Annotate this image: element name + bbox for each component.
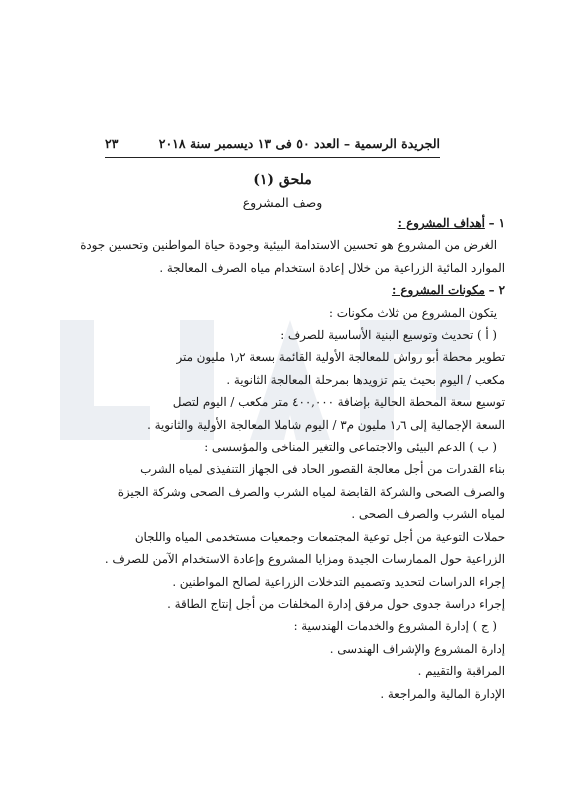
subsection-heading: ( ج ) إدارة المشروع والخدمات الهندسية : xyxy=(293,619,497,634)
paragraph-line: السعة الإجمالية إلى ١٫٦ مليون م٣ / اليوم شاملا المعالجة الأولية والثانوية . xyxy=(147,417,505,432)
publication-title: الجريدة الرسمية – العدد ٥٠ فى ١٣ ديسمبر سنة ٢٠١٨ xyxy=(158,135,440,151)
section-1-heading xyxy=(55,212,505,234)
subsection-heading: ( ب ) الدعم البيئى والاجتماعى والتغير المناخى والمؤسسى : xyxy=(204,440,497,455)
paragraph-line: الإدارة المالية والمراجعة . xyxy=(380,686,505,701)
section-2-heading xyxy=(55,279,505,301)
page-header xyxy=(105,132,440,154)
section-number: ١ – xyxy=(488,216,505,230)
paragraph-line: والصرف الصحى والشركة القابضة لمياه الشرب والصرف الصحى وشركة الجيزة xyxy=(117,484,505,499)
subsection-heading: ( أ ) تحديث وتوسيع البنية الأساسية للصرف : xyxy=(280,328,497,343)
paragraph-line: تطوير محطة أبو رواش للمعالجة الأولية القائمة بسعة ١٫٢ مليون متر xyxy=(176,350,505,365)
paragraph-line: بناء القدرات من أجل معالجة القصور الحاد فى الجهاز التنفيذى لمياه الشرب xyxy=(140,462,505,477)
paragraph-line: لمياه الشرب والصرف الصحى . xyxy=(351,507,505,522)
paragraph-line: المراقبة والتقييم . xyxy=(417,664,505,679)
section-title: مكونات المشروع : xyxy=(391,283,485,298)
paragraph-line: الزراعية حول الممارسات الجيدة ومزايا المشروع وإعادة الاستخدام الآمن للصرف . xyxy=(104,552,505,567)
document-body xyxy=(55,212,505,705)
section-title: أهداف المشروع : xyxy=(397,216,485,230)
paragraph-line: توسيع سعة المحطة الحالية بإضافة ٤٠٠,٠٠٠ متر مكعب / اليوم لتصل xyxy=(172,395,505,410)
section-number: ٢ – xyxy=(488,283,505,298)
page-number: ٢٣ xyxy=(105,135,119,151)
paragraph-line: الغرض من المشروع هو تحسين الاستدامة البيئية وجودة حياة المواطنين وتحسين جودة xyxy=(80,238,497,253)
paragraph-line: إجراء دراسة جدوى حول مرفق إدارة المخلفات من أجل إنتاج الطاقة . xyxy=(167,596,505,611)
paragraph-line: إدارة المشروع والإشراف الهندسى . xyxy=(329,641,505,656)
paragraph-line: مكعب / اليوم بحيث يتم تزويدها بمرحلة المعالجة الثانوية . xyxy=(226,372,505,387)
paragraph-line: يتكون المشروع من ثلاث مكونات : xyxy=(329,305,497,320)
annex-subtitle: وصف المشروع xyxy=(242,195,323,210)
paragraph-line: الموارد المائية الزراعية من خلال إعادة استخدام مياه الصرف المعالجة . xyxy=(159,260,505,275)
paragraph-line: حملات التوعية من أجل توعية المجتمعات وجمعيات مستخدمى المياه واللجان xyxy=(134,529,505,544)
paragraph-line: إجراء الدراسات لتحديد وتصميم التدخلات الزراعية لصالح المواطنين . xyxy=(172,574,505,589)
header-divider xyxy=(105,157,440,158)
annex-title: ملحق (١) xyxy=(253,172,312,188)
